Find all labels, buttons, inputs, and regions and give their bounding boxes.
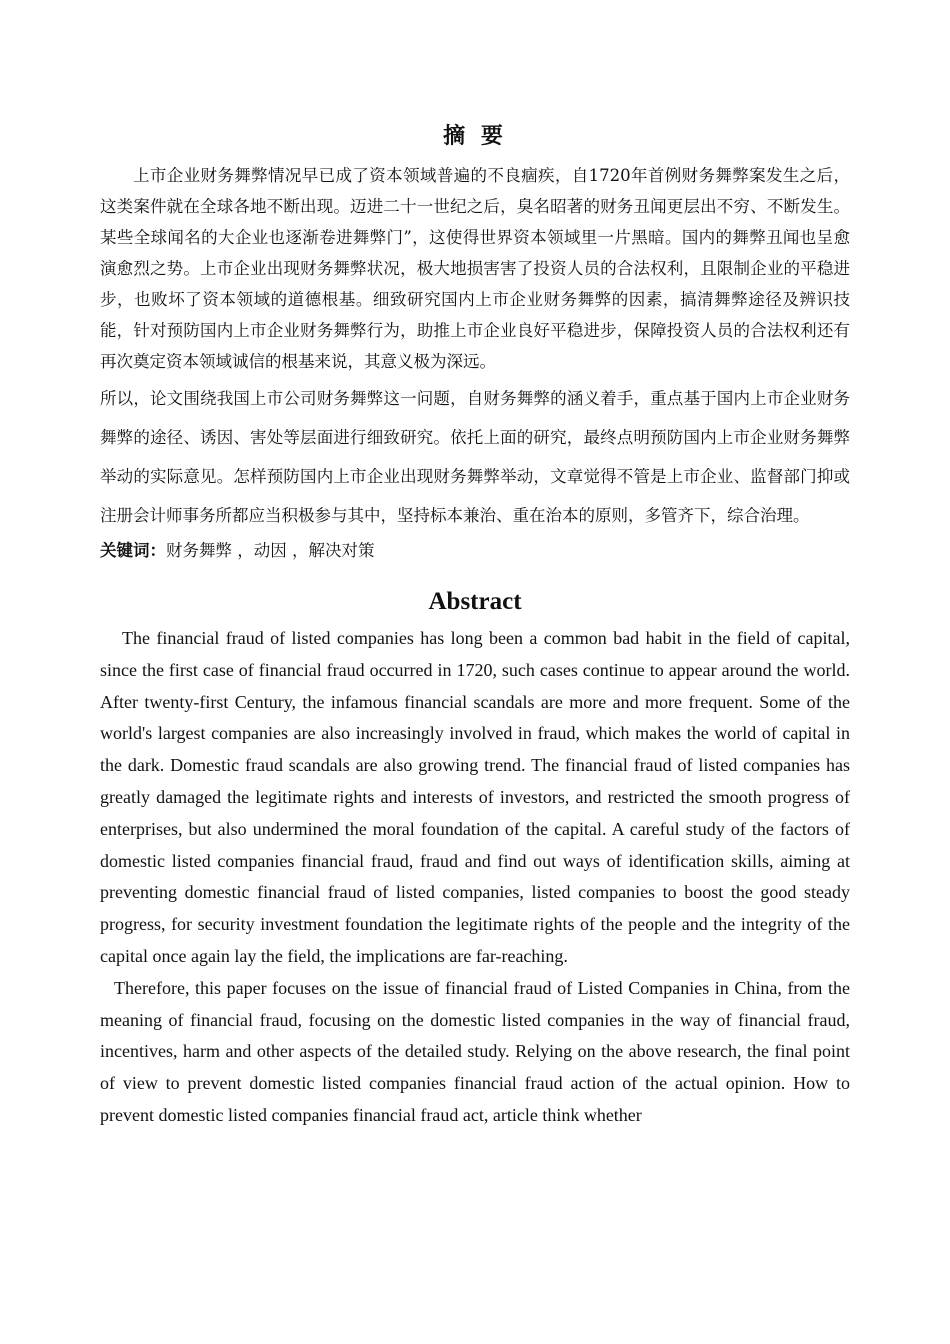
keywords-line: [100, 535, 850, 567]
english-abstract-paragraph-1: The financial fraud of listed companies has long been a common bad habit in the field of capital, since the first case of financial fraud occurred in 1720, such cases continue to appear around the world. After twenty-first Century, the infamous financial scandals are more and more frequent. Some of the world's largest companies are also increasingly involved in fraud, which makes the world of capital in the dark. Domestic fraud scandals are also growing trend. The financial fraud of listed companies has greatly damaged the legitimate rights and interests of investors, and restricted the smooth progress of enterprises, but also undermined the moral foundation of the capital. A careful study of the factors of domestic listed companies financial fraud, fraud and find out ways of identification skills, aiming at preventing domestic financial fraud of listed companies, listed companies to boost the good steady progress, for security investment foundation the legitimate rights of the people and the integrity of the capital once again lay the field, the implications are far-reaching.: [100, 628, 850, 966]
chinese-abstract-title: 摘 要: [443, 124, 507, 149]
document-page: [100, 120, 850, 1132]
chinese-abstract-paragraph-1: 上市企业财务舞弊情况早已成了资本领域普遍的不良痼疾，自1720年首例财务舞弊案发生之后，这类案件就在全球各地不断出现。迈进二十一世纪之后，臭名昭著的财务丑闻更层出不穷、不断发生。某些全球闻名的大企业也逐渐卷进舞弊门”，这使得世界资本领域里一片黑暗。国内的舞弊丑闻也呈愈演愈烈之势。上市企业出现财务舞弊状况，极大地损害害了投资人员的合法权利，且限制企业的平稳进步，也败坏了资本领域的道德根基。细致研究国内上市企业财务舞弊的因素，搞清舞弊途径及辨识技能，针对预防国内上市企业财务舞弊行为，助推上市企业良好平稳进步，保障投资人员的合法权利还有再次奠定资本领域诚信的根基来说，其意义极为深远。: [100, 166, 850, 371]
chinese-abstract-paragraph-2: 所以，论文围绕我国上市公司财务舞弊这一问题，自财务舞弊的涵义着手，重点基于国内上市企业财务舞弊的途径、诱因、害处等层面进行细致研究。依托上面的研究，最终点明预防国内上市企业财务舞弊举动的实际意见。怎样预防国内上市企业出现财务舞弊举动，文章觉得不管是上市企业、监督部门抑或注册会计师事务所都应当积极参与其中，坚持标本兼治、重在治本的原则，多管齐下，综合治理。: [100, 389, 850, 525]
keywords-value: 财务舞弊 ，动因 ，解决对策: [166, 541, 375, 560]
english-abstract-title: Abstract: [428, 588, 522, 615]
english-abstract-paragraph-2: Therefore, this paper focuses on the issue of financial fraud of Listed Companies in China, from the meaning of financial fraud, focusing on the domestic listed companies in the way of financial fraud, incentives, harm and other aspects of the detailed study. Relying on the above research, the final point of view to prevent domestic listed companies financial fraud action of the actual opinion. How to prevent domestic listed companies financial fraud act, article think whether: [100, 977, 850, 1125]
keywords-label: 关键词：: [100, 541, 166, 560]
